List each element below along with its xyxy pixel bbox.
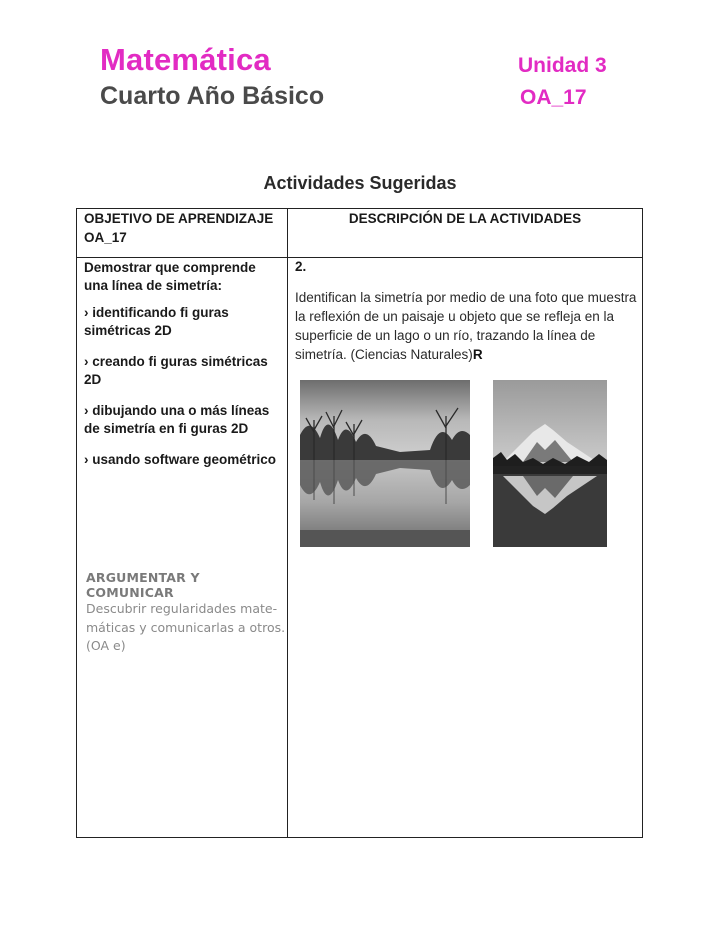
header-divider xyxy=(77,257,642,258)
subject-title: Matemática xyxy=(100,42,271,77)
objective-item: › creando fi guras simétricas 2D xyxy=(84,354,268,387)
skill-title: ARGUMENTAR Y COMUNICAR xyxy=(86,570,200,600)
activities-table xyxy=(76,208,643,838)
unit-label: Unidad 3 xyxy=(518,54,607,77)
skill-box xyxy=(86,570,286,656)
objective-cell xyxy=(84,259,282,482)
activity-description-text: Identifican la simetría por medio de una foto que muestra la reflexión de un paisaje u objeto que se refleja en la superficie de un lago o un río, trazando la línea de simetría. (Ciencias Naturales) xyxy=(295,290,637,362)
activity-marker: R xyxy=(472,347,483,362)
objective-lead: Demostrar que comprende una línea de simetría: xyxy=(84,260,256,293)
activity-description xyxy=(295,288,637,364)
objective-item: › usando software geométrico xyxy=(84,452,277,467)
objective-item: › identificando fi guras simétricas 2D xyxy=(84,305,229,338)
level-subtitle: Cuarto Año Básico xyxy=(100,82,325,110)
section-title: Actividades Sugeridas xyxy=(263,173,457,193)
objective-column-header: OBJETIVO DE APRENDIZAJE OA_17 xyxy=(84,211,274,245)
oa-label: OA_17 xyxy=(520,86,587,109)
objective-item: › dibujando una o más líneas de simetría en fi guras 2D xyxy=(84,403,270,436)
activity-number: 2. xyxy=(295,259,307,274)
column-divider xyxy=(287,209,288,837)
lake-trees-reflection-photo xyxy=(300,380,470,547)
skill-text: Descubrir regularidades mate-máticas y comunicarlas a otros. (OA e) xyxy=(86,601,286,653)
description-column-header: DESCRIPCIÓN DE LA ACTIVIDADES xyxy=(348,211,582,226)
mountain-reflection-photo xyxy=(493,380,607,547)
